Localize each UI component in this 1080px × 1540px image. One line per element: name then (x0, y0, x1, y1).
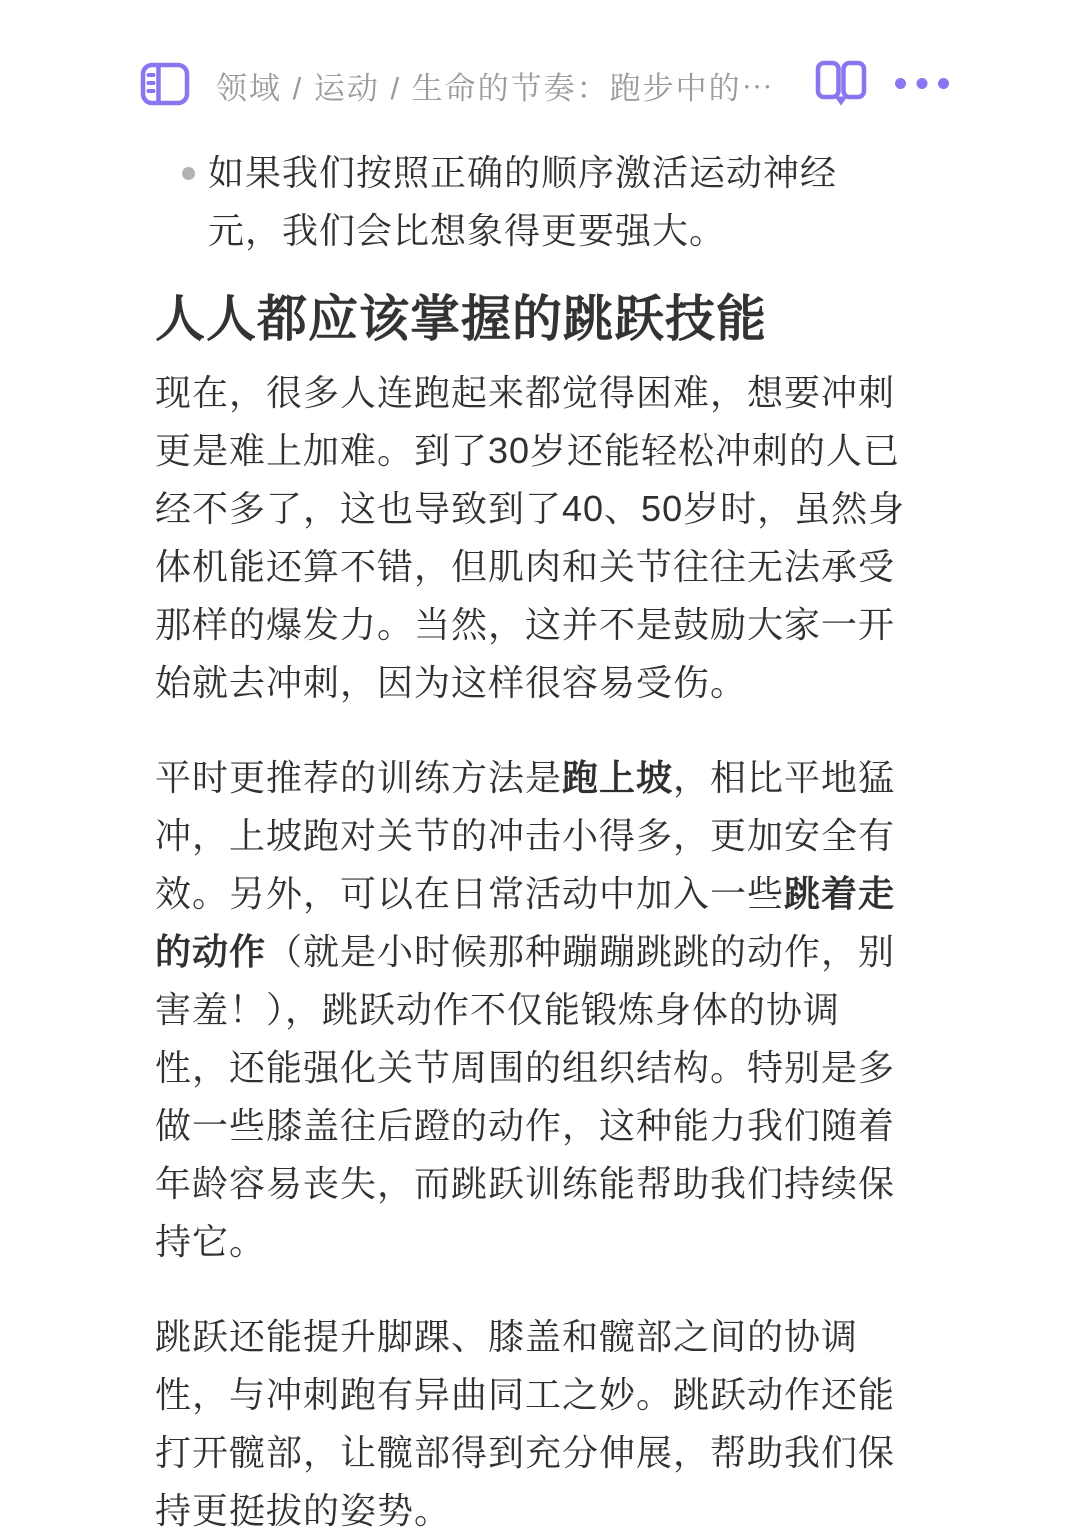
list-item-text: 如果我们按照正确的顺序激活运动神经元，我们会比想象得更要强大。 (208, 152, 838, 251)
paragraph: 现在，很多人连跑起来都觉得困难，想要冲刺更是难上加难。到了30岁还能轻松冲刺的人已经不多了，这也导致到了40、50岁时，虽然身体机能还算不错，但肌肉和关节往往无法承受那样的爆发力。当然，这并不是鼓励大家一开始就去冲刺，因为这样很容易受伤。 (155, 372, 906, 703)
open-book-icon (814, 58, 868, 113)
reader-header (140, 56, 950, 114)
paragraph: 平时更推荐的训练方法是跑上坡，相比平地猛冲，上坡跑对关节的冲击小得多，更加安全有效。另外，可以在日常活动中加入一些跳着走的动作（就是小时候那种蹦蹦跳跳的动作，别害羞！），跳跃动作不仅能锻炼身体的协调性，还能强化关节周围的组织结构。特别是多做一些膝盖往后蹬的动作，这种能力我们随着年龄容易丧失，而跳跃训练能帮助我们持续保持它。 (155, 757, 896, 1262)
header-actions (814, 58, 950, 113)
paragraph: 跳跃还能提升脚踝、膝盖和髋部之间的协调性，与冲刺跑有异曲同工之妙。跳跃动作还能打开髋部，让髋部得到充分伸展，帮助我们保持更挺拔的姿势。 (155, 1316, 896, 1531)
section-heading: 人人都应该掌握的跳跃技能 (155, 291, 767, 347)
list-item (155, 144, 910, 260)
sidebar-panel-icon (140, 62, 190, 109)
ellipsis-icon (894, 77, 950, 93)
bullet-dot-icon (182, 167, 195, 180)
reading-mode-button[interactable] (814, 58, 868, 113)
toc-sidebar-button[interactable] (140, 62, 190, 109)
more-options-button[interactable] (894, 77, 950, 93)
article-content (155, 144, 910, 1540)
breadcrumb[interactable]: 领域 / 运动 / 生命的节奏：跑步中的⋯ (216, 70, 775, 106)
